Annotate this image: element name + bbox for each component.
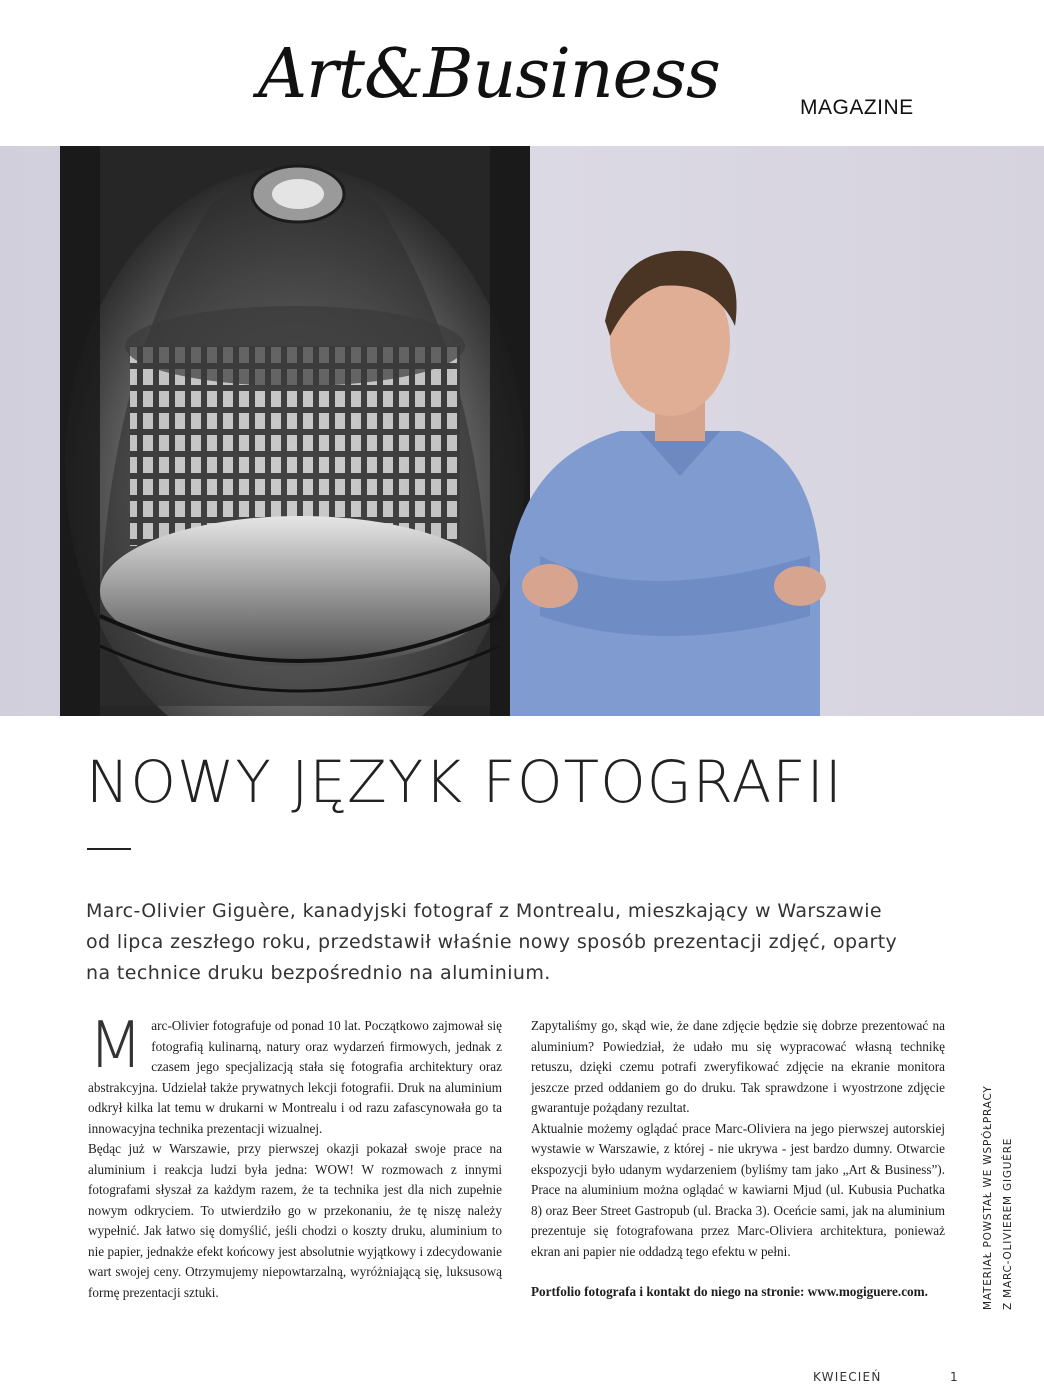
paragraph: Będąc już w Warszawie, przy pierwszej okazji pokazał swoje prace na aluminium i reakcja ludzi była jedna: WOW! W rozmowach z innymi fotografami słyszał za każdym razem, że ta technika jest dla nich zupełnie nowym odkryciem. To utwierdziło go w przekonaniu, że tę niszę należy wypełnić. Jak łatwo się domyślić, jeśli chodzi o koszty druku, aluminium to nie papier, jednakże efekt końcowy jest absolutnie wyjątkowy i zdecydowanie wart swojej ceny. Otrzymujemy niepowtarzalną, wyróżniającą się, luksusową formę prezentacji sztuki. [88,1141,502,1300]
photographer-portrait-image [490,226,870,716]
paragraph-text: arc-Olivier fotografuje od ponad 10 lat. Początkowo zajmował się fotografią kulinarną, natury oraz wydarzeń firmowych, jednak z czasem jego specjalizacją stała się fotografia architektury oraz abstrakcyjna. Udzielał także prywatnych lekcji fotografii. Druk na aluminium odkrył kilka lat temu w drukarni w Montrealu i od razu zafascynowała go ta innowacyjna technika prezentacji wizualnej. [88,1018,502,1136]
body-column-right [531,1016,945,1303]
paragraph [88,1009,502,1139]
dome-photograph-image [60,146,530,716]
collaboration-note [978,1020,1018,1310]
collaboration-line-1: MATERIAŁ POWSTAŁ WE WSPÓŁPRACY [982,1085,994,1310]
collaboration-line-2: Z MARC-OLIVIEREM GIGUÈRE [1002,1137,1014,1310]
paragraph: Aktualnie możemy oglądać prace Marc-Oliviera na jego pierwszej autorskiej wystawie w Warszawie, z której - nie ukrywa - jest bardzo dumny. Otwarcie ekspozycji było udanym wydarzeniem (byliśmy tam jako „Art & Business”). Prace na aluminium można oglądać w kawiarni Mjud (ul. Kubusia Puchatka 8) oraz Beer Street Gastropub (ul. Bracka 3). Oceńcie sami, jak na aluminium prezentuje się fotografowana przez Marc-Oliviera architektura, ponieważ ekran ani papier nie oddadzą tego efektu w pełni. [531,1120,945,1259]
issue-month: KWIECIEŃ [813,1370,882,1384]
portfolio-note: Portfolio fotografa i kontakt do niego na stronie: www.mogiguere.com. [531,1284,928,1299]
magazine-label: MAGAZINE [800,96,914,119]
body-column-left [88,1009,502,1303]
article-lead: Marc-Olivier Giguère, kanadyjski fotograf z Montrealu, mieszkający w Warszawie od lipca zeszłego roku, przedstawił właśnie nowy sposób prezentacji zdjęć, oparty na technice druku bezpośrednio na aluminium. [86,900,898,984]
page-number: 1 [950,1370,958,1384]
drop-cap: M [88,1009,144,1083]
paragraph: Zapytaliśmy go, skąd wie, że dane zdjęcie będzie się dobrze prezentować na aluminium? Powiedział, że udało mu się wypracować własną technikę retuszu, dzięki czemu potrafi zweryfikować zdjęcie na ekranie monitora jeszcze przed oddaniem go do druku. Tak sprawdzone i wyostrzone zdjęcie gwarantuje pożądany rezultat. [531,1018,945,1115]
masthead [258,30,958,125]
magazine-logo: Art&Business [258,35,720,114]
hero-photo [0,146,1044,716]
article-headline: NOWY JĘZYK FOTOGRAFII [86,748,843,816]
headline-divider [87,848,131,850]
